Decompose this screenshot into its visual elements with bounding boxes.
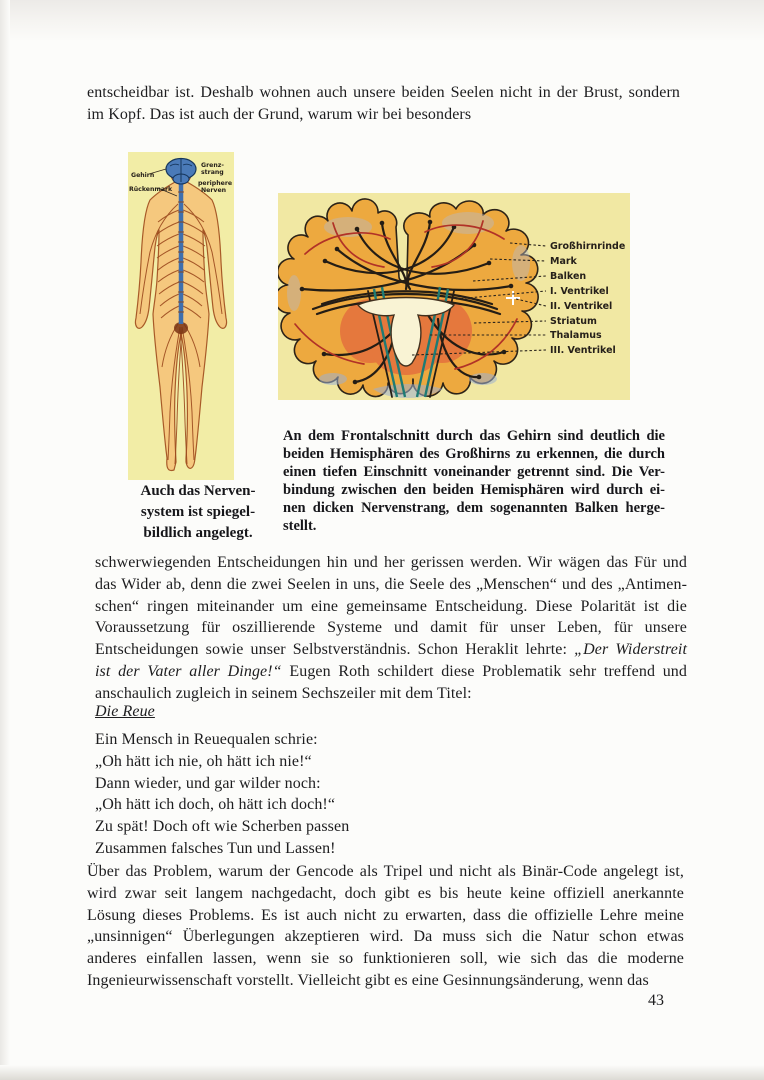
text-line (95, 639, 687, 661)
quote-italic: ist der Vater aller Dinge!“ (95, 662, 282, 680)
brain-section-illustration (278, 193, 630, 400)
label-grenzstrang-2: strang (201, 169, 224, 176)
text-line: einen tiefen Einschnitt voneinander getrennt sind. Die Ver- (283, 464, 665, 480)
label-periphere-2: Nerven (201, 187, 227, 194)
scan-shadow-top (0, 0, 764, 42)
text-line: „unsinnigen“ Überlegungen akzeptieren wird. Da muss sich die Natur schon etwas (87, 928, 684, 946)
label-balken: Balken (550, 271, 587, 282)
label-mark: Mark (550, 256, 577, 267)
label-periphere-1: periphere (198, 180, 233, 187)
text-line: bindung zwischen den beiden Hemisphären wird durch ei- (283, 482, 665, 498)
label-gehirn: Gehirn (131, 172, 155, 179)
text-line: anderes einfallen lassen, wenn sie so funktionieren soll, wie sich das die moderne (87, 950, 684, 968)
main-paragraph (95, 552, 687, 705)
text-line: wird zwar seit langem nachgedacht, doch gibt es bis heute keine offiziell anerkannte (87, 884, 684, 902)
text-line: system ist spiegel- (140, 504, 256, 520)
label-thalamus: Thalamus (550, 330, 602, 341)
quote-italic: „Der Widerstreit (574, 641, 687, 659)
text-line: stellt. (283, 518, 317, 534)
poem (95, 729, 495, 860)
text-line: Auch das Nerven- (140, 483, 256, 499)
scan-shadow-bottom (0, 1065, 764, 1080)
label-grosshirnrinde: Großhirnrinde (550, 241, 626, 252)
text-line: nen dicken Nervenstrang, dem sogenannten Balken herge- (283, 500, 665, 516)
label-rueckenmark: Rückenmark (129, 186, 173, 193)
text-line: das Wider ab, denn die zwei Seelen in uns, die Seele des „Menschen“ und des „Antimen- (95, 575, 687, 593)
text-line: beiden Hemisphären des Großhirns zu erkennen, die durch (283, 446, 665, 462)
label-striatum: Striatum (550, 316, 597, 327)
nervous-system-caption (123, 481, 273, 544)
brain-section-caption (283, 427, 665, 535)
text-line: „Oh hätt ich doch, oh hätt ich doch!“ (95, 796, 336, 814)
text-segment: Eugen Roth schildert diese Problematik sehr treffend und (281, 662, 687, 680)
text-line: entscheidbar ist. Deshalb wohnen auch unsere beiden Seelen nicht in der Brust, sondern (87, 84, 680, 101)
text-line (95, 661, 687, 683)
text-line: Zusammen falsches Tun und Lassen! (95, 839, 336, 857)
page-number: 43 (648, 992, 664, 1009)
text-line: Über das Problem, warum der Gencode als Tripel und nicht als Binär-Code angelegt ist, (87, 863, 684, 880)
nervous-system-illustration (128, 152, 234, 480)
text-line: schen“ ringen miteinander um eine gemeinsame Entscheidung. Diese Polarität ist die (95, 597, 687, 615)
text-line: Ingenieurwissenschaft vorstellt. Vielleicht gibt es eine Gesinnungsänderung, wenn das (87, 971, 649, 989)
scan-shadow-left (0, 0, 10, 1080)
intro-paragraph (87, 82, 680, 126)
text-line: Lösung dieses Problems. Es ist auch nicht zu erwarten, dass die offizielle Lehre meine (87, 906, 684, 924)
label-ventrikel-1: I. Ventrikel (550, 286, 609, 297)
brain-section-figure (278, 193, 630, 400)
text-line: Voraussetzung für oszillierende Systeme und damit für unser Leben, für unsere (95, 619, 687, 637)
text-line: im Kopf. Das ist auch der Grund, warum wir bei besonders (87, 105, 472, 123)
text-line: An dem Frontalschnitt durch das Gehirn sind deutlich die (283, 428, 665, 444)
text-segment: anschaulich zugleich in seinem Sechszeiler mit dem Titel: (95, 684, 472, 702)
nervous-system-figure (128, 152, 234, 480)
poem-title: Die Reue (95, 703, 155, 720)
label-grenzstrang-1: Grenz- (201, 162, 224, 169)
text-line (95, 683, 687, 705)
text-line: „Oh hätt ich nie, oh hätt ich nie!“ (95, 752, 312, 770)
text-line: bildlich angelegt. (143, 525, 253, 541)
label-ventrikel-3: III. Ventrikel (550, 345, 616, 356)
text-line: Zu spät! Doch oft wie Scherben passen (95, 818, 350, 836)
bottom-paragraph (87, 861, 684, 992)
label-ventrikel-2: II. Ventrikel (550, 301, 613, 312)
text-line: schwerwiegenden Entscheidungen hin und her gerissen werden. Wir wägen das Für und (95, 554, 687, 571)
text-segment: Entscheidungen sowie unser Selbstverständnis. Schon Heraklit lehrte: (95, 641, 575, 659)
text-line: Ein Mensch in Reuequalen schrie: (95, 731, 318, 748)
text-line: Dann wieder, und gar wilder noch: (95, 774, 321, 792)
